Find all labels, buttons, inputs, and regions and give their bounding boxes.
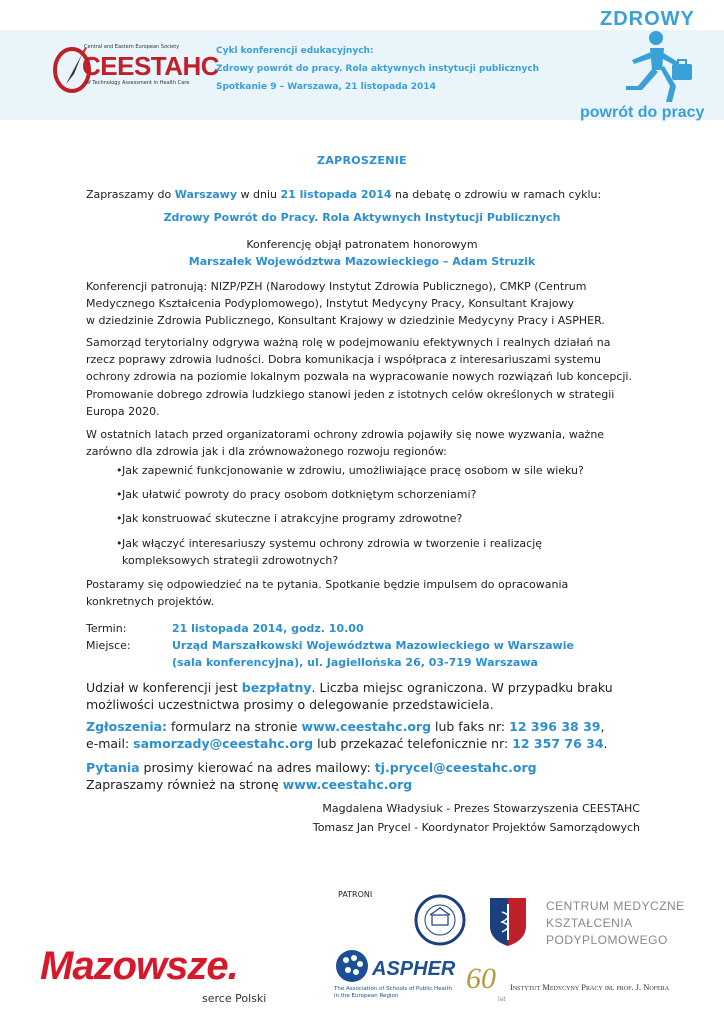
paragraph-line: ochrony zdrowia na poziomie lokalnym pozwala na wypracowanie nowych rozwiązań lub koncepcji. [86,370,632,384]
paragraph-line: konkretnych projektów. [86,595,215,609]
cycle-line-2: Zdrowy powrót do pracy. Rola aktywnych instytucji publicznych [216,64,540,74]
paragraph-line: Promowanie dobrego zdrowia ludzkiego stanowi jeden z istotnych celów określonych w strategii [86,387,615,401]
paragraph-line: Postaramy się odpowiedzieć na te pytania. Spotkanie będzie impulsem do opracowania [86,578,569,591]
paragraph-line: rzecz poprawy zdrowia ludności. Dobra komunikacja i współpraca z interesariuszami systemu [86,353,601,367]
patrons-line: Konferencji patronują: NIZP/PZH (Narodowy Instytut Zdrowia Publicznego), CMKP (Centrum [86,280,587,293]
paragraph-self-government [86,334,642,420]
paragraph-line: Europa 2020. [86,404,160,418]
patron-name: Marszałek Województwa Mazowieckiego – Adam Struzik [188,255,536,268]
questions-list [86,462,642,576]
questions-contact-paragraph [86,759,642,793]
intro-text-c: na debatę o zdrowiu w ramach cyklu: [391,188,602,201]
cycle-line-1: Cykl konferencji edukacyjnych: [216,46,374,56]
paragraph-answers [86,576,642,610]
cmkp-shield-icon [488,896,528,948]
registration-text: , [600,719,605,734]
pzh-seal-icon [414,894,466,946]
paragraph-line: zarówno dla zdrowia jak i dla zrównoważonego rozwoju regionów: [86,445,447,459]
place-label: Miejsce: [86,639,131,652]
questions-contact-email-link[interactable]: tj.prycel@ceestahc.org [374,760,537,775]
paragraph-line: W ostatnich latach przed organizatorami ochrony zdrowia pojawiły się nowe wyzwania, ważne [86,428,605,441]
mazowsze-subtitle: serce Polski [202,992,267,1005]
intro-text-b: w dniu [237,188,281,201]
list-item: • Jak konstruować skuteczne i atrakcyjne programy zdrowotne? [86,510,642,527]
intro-city: Warszawy [174,188,237,201]
running-man-icon [604,30,704,104]
cmkp-line: CENTRUM MEDYCZNE [546,899,685,913]
participation-text: . Liczba miejsc ograniczona. W przypadku braku [311,680,613,695]
participation-free: bezpłatny [241,680,312,695]
page-title: ZAPROSZENIE [317,154,407,167]
aspher-description [334,986,474,1000]
cycle-title: Zdrowy Powrót do Pracy. Rola Aktywnych Instytucji Publicznych [163,211,561,224]
intro-text-a: Zapraszamy do [86,188,175,201]
registration-site-link[interactable]: www.ceestahc.org [301,719,432,734]
registration-text: e-mail: [86,736,134,751]
registration-text: formularz na stronie [167,719,302,734]
intro-paragraph [86,186,642,203]
aspher-logo [334,948,464,1010]
paragraph-line: Samorząd terytorialny odgrywa ważną rolę w podejmowaniu efektywnych i realnych działań na [86,336,611,349]
mazowsze-wordmark: Mazowsze. [40,944,238,988]
registration-phone: 12 357 76 34 [512,736,604,751]
questions-contact-text: Zapraszamy również na stronę [86,777,283,792]
ceestahc-logo [52,38,220,96]
cmkp-line: PODYPLOMOWEGO [546,933,668,947]
intro-date: 21 listopada 2014 [280,188,392,201]
registration-paragraph [86,718,642,752]
nofer-name: Instytut Medycyny Pracy im. prof. J. Nofera [510,982,670,992]
aspher-globe-icon [334,948,370,984]
list-item: • Jak zapewnić funkcjonowanie w zdrowiu, umożliwiające pracę osobom w sile wieku? [86,462,642,479]
paragraph-challenges [86,426,642,460]
cycle-info [216,42,539,96]
patronage-line: Konferencję objął patronatem honorowym [246,238,478,251]
aspher-name: ASPHER [372,958,456,980]
brand-bottom: powrót do pracy [580,104,705,121]
logo-small-bottom: of Technology Assessment in Health Care [86,80,190,86]
cmkp-name [546,898,685,949]
patrons-paragraph [86,278,642,330]
cycle-line-3: Spotkanie 9 – Warszawa, 21 listopada 2014 [216,82,436,92]
nofer-lat: lat [498,996,506,1003]
place-line-2: (sala konferencyjna), ul. Jagiellońska 26, 03-719 Warszawa [172,656,538,669]
signature-2: Tomasz Jan Prycel - Koordynator Projektów Samorządowych [312,821,640,834]
patrons-heading: PATRONI [338,890,373,899]
questions-contact-label: Pytania [86,760,140,775]
nofer-logo [466,962,696,1010]
place-line-1: Urząd Marszałkowski Województwa Mazowieckiego w Warszawie [172,639,574,652]
registration-email-link[interactable]: samorzady@ceestahc.org [133,736,314,751]
aspher-desc-line: in the European Region [334,993,399,999]
questions-contact-site-link[interactable]: www.ceestahc.org [282,777,413,792]
signature-1: Magdalena Władysiuk - Prezes Stowarzyszenia CEESTAHC [322,802,640,815]
brand-top: ZDROWY [600,8,695,30]
participation-line-2: możliwości uczestnictwa prosimy o delegowanie przedstawiciela. [86,697,494,712]
registration-fax: 12 396 38 39 [509,719,601,734]
questions-contact-text: prosimy kierować na adres mailowy: [139,760,375,775]
logo-small-top: Central and Eastern European Society [84,44,180,50]
nofer-anniversary: 60 [466,962,496,995]
term-label: Termin: [86,622,127,635]
cmkp-line: KSZTAŁCENIA [546,916,633,930]
registration-text: . [603,736,608,751]
patrons-line: w dziedzinie Zdrowia Publicznego, Konsultant Krajowy w dziedzinie Medycyny Pracy i ASPHER. [86,314,605,328]
term-value: 21 listopada 2014, godz. 10.00 [172,622,364,635]
patrons-line: Medycznego Kształcenia Podyplomowego), Instytut Medycyny Pracy, Konsultant Krajowy [86,297,575,311]
mazowsze-logo [40,944,290,1010]
zdrowy-brand-logo [580,8,720,126]
list-item: • Jak włączyć interesariuszy systemu ochrony zdrowia w tworzenie i realizację kompleksowych strategii zdrowotnych? [86,535,556,569]
list-item: • Jak ułatwić powroty do pracy osobom dotkniętym schorzeniami? [86,486,642,503]
participation-paragraph [86,679,642,713]
participation-text: Udział w konferencji jest [86,680,242,695]
registration-text: lub faks nr: [431,719,510,734]
logo-name: CEESTAHC [82,51,220,81]
registration-text: lub przekazać telefonicznie nr: [313,736,513,751]
aspher-desc-line: The Association of Schools of Public Health [334,986,453,992]
registration-label: Zgłoszenia: [86,719,168,734]
